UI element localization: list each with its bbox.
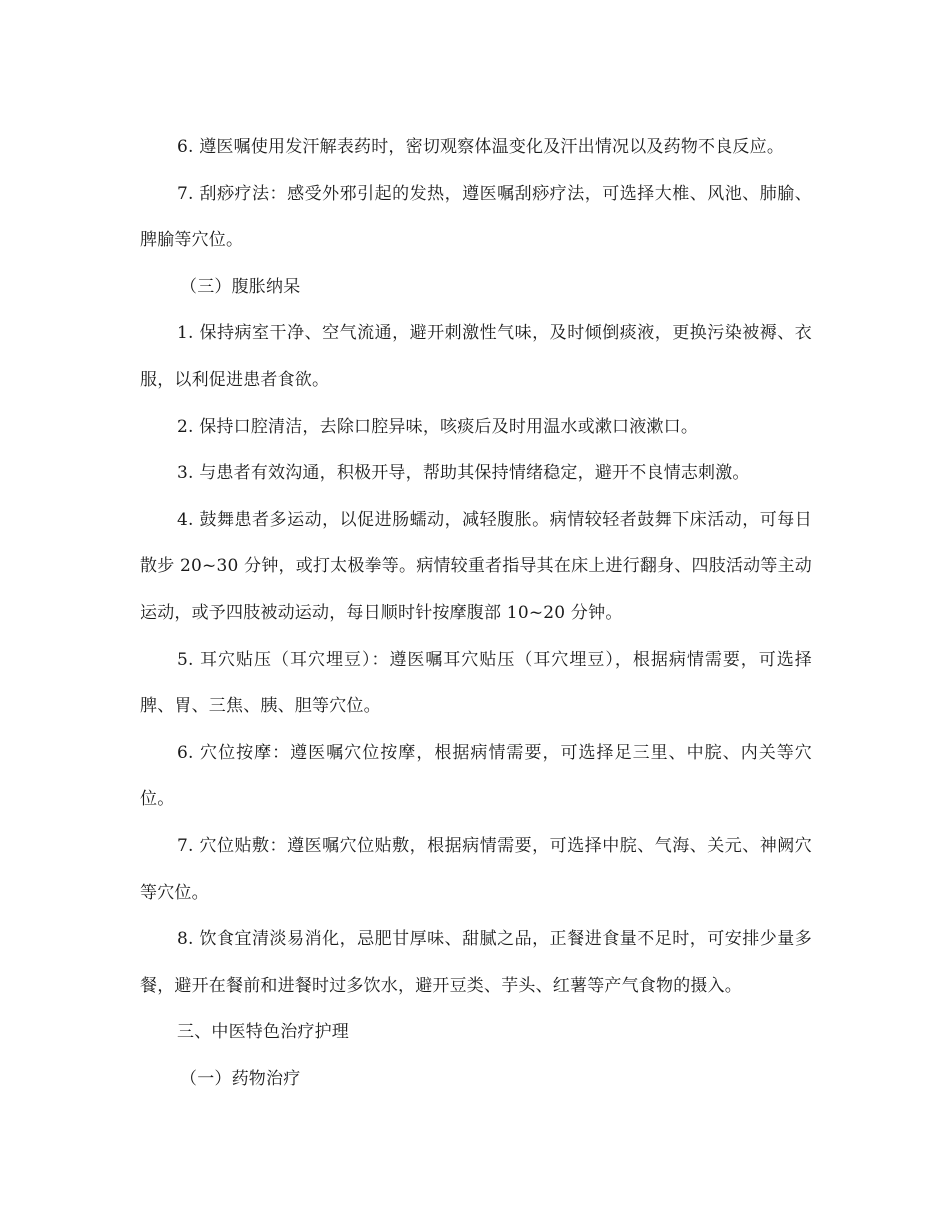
paragraph-item: 2. 保持口腔清洁，去除口腔异味，咳痰后及时用温水或漱口液漱口。 xyxy=(177,416,699,437)
paragraph-item: 4. 鼓舞患者多运动，以促进肠蠕动，减轻腹胀。病情较轻者鼓舞下床活动，可每日散步 20~30 分钟，或打太极拳等。病情较重者指导其在床上进行翻身、四肢活动等主动运动，或予四肢被动运动，每日顺时针按摩腹部 10~20 分钟。 xyxy=(140,509,812,623)
section-heading: 三、中医特色治疗护理 xyxy=(177,1022,349,1043)
paragraph-item: 6. 穴位按摩：遵医嘱穴位按摩，根据病情需要，可选择足三里、中脘、内关等穴位。 xyxy=(140,742,812,810)
paragraph-item: 5. 耳穴贴压（耳穴埋豆）：遵医嘱耳穴贴压（耳穴埋豆），根据病情需要，可选择脾、胃、三焦、胰、胆等穴位。 xyxy=(140,649,812,717)
section-subheading: （一）药物治疗 xyxy=(180,1068,301,1089)
paragraph-item: 1. 保持病室干净、空气流通，避开刺激性气味，及时倾倒痰液，更换污染被褥、衣服，以利促进患者食欲。 xyxy=(140,323,812,390)
section-subheading: （三）腹胀纳呆 xyxy=(180,276,301,297)
paragraph-item: 7. 穴位贴敷：遵医嘱穴位贴敷，根据病情需要，可选择中脘、气海、关元、神阙穴等穴位。 xyxy=(140,835,812,903)
document-body xyxy=(140,124,812,1102)
paragraph-item: 3. 与患者有效沟通，积极开导，帮助其保持情绪稳定，避开不良情志刺激。 xyxy=(177,463,750,484)
paragraph-item: 7. 刮痧疗法：感受外邪引起的发热，遵医嘱刮痧疗法，可选择大椎、风池、肺腧、脾腧等穴位。 xyxy=(140,183,812,251)
paragraph-item: 6. 遵医嘱使用发汗解表药时，密切观察体温变化及汗出情况以及药物不良反应。 xyxy=(177,137,785,157)
paragraph-item: 8. 饮食宜清淡易消化，忌肥甘厚味、甜腻之品，正餐进食量不足时，可安排少量多餐，避开在餐前和进餐时过多饮水，避开豆类、芋头、红薯等产气食物的摄入。 xyxy=(140,929,812,996)
